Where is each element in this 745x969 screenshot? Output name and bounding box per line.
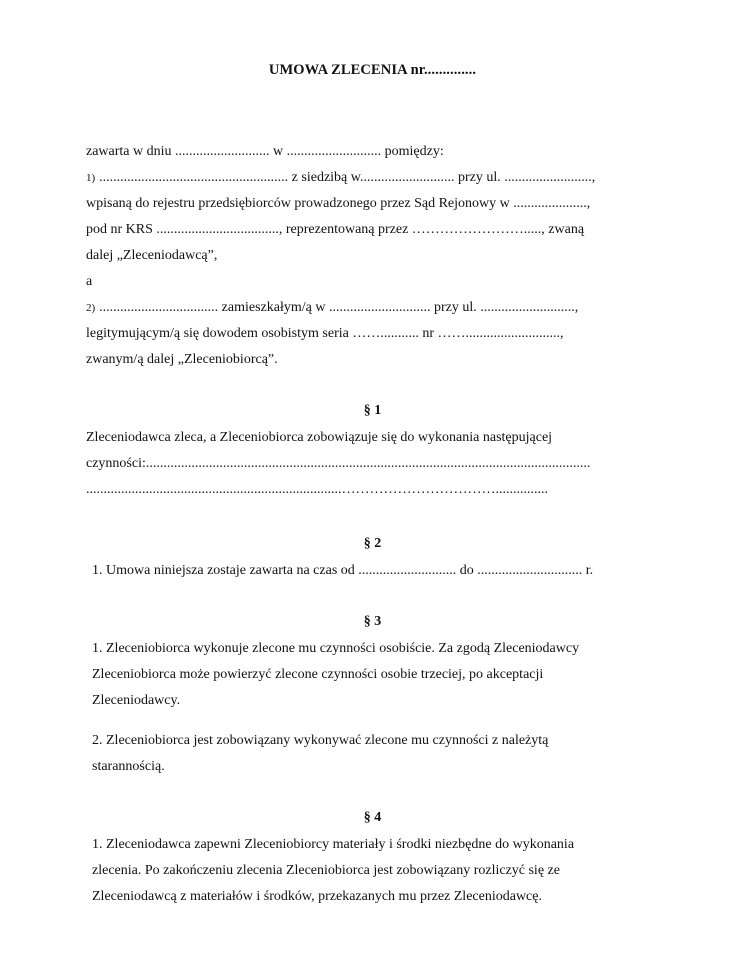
section-4-heading: § 4 [363, 810, 382, 825]
section-4-line-1: 1. Zleceniodawca zapewni Zleceniobiorcy materiały i środki niezbędne do wykonania [92, 837, 575, 852]
party-1-seat-text: ...................................................... z siedzibą w........................... przy ul. ........................., [99, 170, 596, 185]
section-3-p1-line-1: 1. Zleceniobiorca wykonuje zlecone mu czynności osobiście. Za zgodą Zleceniodawcy [92, 641, 580, 656]
party-2-residence-text: .................................. zamieszkałym/ą w ............................. przy ul. ..........................., [99, 300, 579, 315]
section-1-heading: § 1 [363, 403, 382, 418]
section-4-line-2: zlecenia. Po zakończeniu zlecenia Zleceniobiorca jest zobowiązany rozliczyć się ze [92, 863, 560, 878]
intro-line-krs: pod nr KRS ..................................., reprezentowaną przez ……………………....., zwaną [86, 222, 585, 237]
intro-line-and: a [86, 274, 93, 289]
section-2-line-1: 1. Umowa niniejsza zostaje zawarta na czas od ............................ do .............................. r. [92, 563, 594, 578]
party-1-line [86, 169, 595, 187]
section-4-line-3: Zleceniodawcą z materiałów i środków, przekazanych mu przez Zleceniodawcę. [92, 889, 542, 904]
section-1-line-3: .........................................................................……………………………............... [86, 482, 548, 497]
section-3-heading: § 3 [363, 614, 382, 629]
document-title: UMOWA ZLECENIA nr.............. [268, 62, 477, 78]
intro-line-register: wpisaną do rejestru przedsiębiorców prowadzonego przez Sąd Rejonowy w ....................., [86, 196, 591, 211]
section-2-heading: § 2 [363, 536, 382, 551]
intro-line-date-place: zawarta w dniu ........................... w ........................... pomiędzy: [86, 144, 444, 159]
intro-line-contractor: zwanym/ą dalej „Zleceniobiorcą”. [86, 352, 278, 367]
party-1-number: 1) [86, 172, 96, 184]
intro-line-id-card: legitymującym/ą się dowodem osobistym seria ……........... nr ……..........................., [86, 326, 564, 341]
section-3-p2-line-2: starannością. [92, 759, 165, 774]
party-2-line [86, 299, 578, 317]
section-3-p2-line-1: 2. Zleceniobiorca jest zobowiązany wykonywać zlecone mu czynności z należytą [92, 733, 549, 748]
section-3-p1-line-2: Zleceniobiorca może powierzyć zlecone czynności osobie trzeciej, po akceptacji [92, 667, 544, 682]
party-2-number: 2) [86, 302, 96, 314]
section-1-line-2: czynności:............................................................................................................................... [86, 456, 591, 471]
section-1-line-1: Zleceniodawca zleca, a Zleceniobiorca zobowiązuje się do wykonania następującej [86, 430, 553, 445]
section-3-p1-line-3: Zleceniodawcy. [92, 693, 181, 708]
intro-line-principal: dalej „Zleceniodawcą”, [86, 248, 218, 263]
